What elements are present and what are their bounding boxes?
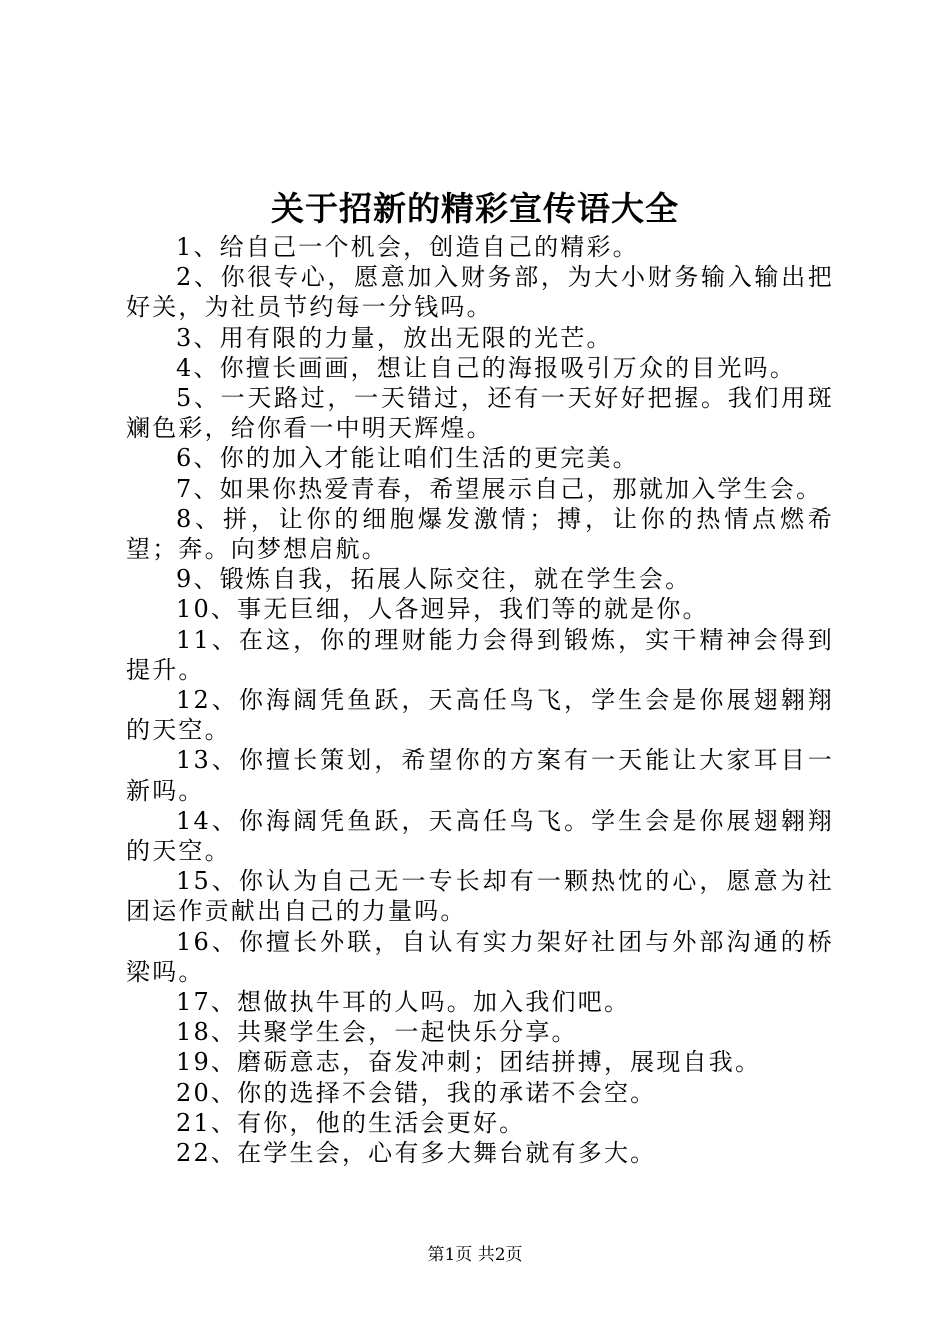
list-item: 5、一天路过，一天错过，还有一天好好把握。我们用斑斓色彩，给你看一中明天辉煌。	[126, 384, 834, 443]
list-item: 16、你擅长外联，自认有实力架好社团与外部沟通的桥梁吗。	[126, 927, 834, 986]
list-item: 21、有你，他的生活会更好。	[176, 1108, 526, 1137]
list-item: 10、事无巨细，人各迥异，我们等的就是你。	[176, 595, 709, 624]
list-item: 7、如果你热爱青春，希望展示自己，那就加入学生会。	[176, 474, 823, 503]
list-item: 11、在这，你的理财能力会得到锻炼，实干精神会得到提升。	[126, 625, 834, 684]
list-item: 22、在学生会，心有多大舞台就有多大。	[176, 1139, 657, 1168]
list-item: 19、磨砺意志，奋发冲刺；团结拼搏，展现自我。	[176, 1048, 762, 1077]
list-item: 4、你擅长画画，想让自己的海报吸引万众的目光吗。	[176, 353, 797, 382]
list-item: 20、你的选择不会错，我的承诺不会空。	[176, 1078, 657, 1107]
list-item: 14、你海阔凭鱼跃，天高任鸟飞。学生会是你展翅翱翔的天空。	[126, 806, 834, 866]
list-item: 12、你海阔凭鱼跃，天高任鸟飞，学生会是你展翅翱翔的天空。	[126, 686, 834, 745]
list-item: 9、锻炼自我，拓展人际交往，就在学生会。	[176, 565, 692, 594]
list-item: 17、想做执牛耳的人吗。加入我们吧。	[176, 988, 631, 1017]
slogan-list	[126, 232, 834, 1168]
list-item: 8、拼，让你的细胞爆发激情；搏，让你的热情点燃希望；奔。向梦想启航。	[126, 504, 834, 564]
list-item: 13、你擅长策划，希望你的方案有一天能让大家耳目一新吗。	[126, 746, 834, 805]
list-item: 6、你的加入才能让咱们生活的更完美。	[176, 444, 639, 473]
page-footer: 第1页 共2页	[427, 1245, 523, 1265]
list-item: 15、你认为自己无一专长却有一颗热忱的心，愿意为社团运作贡献出自己的力量吗。	[126, 867, 834, 926]
document-title: 关于招新的精彩宣传语大全	[271, 189, 679, 228]
list-item: 1、给自己一个机会，创造自己的精彩。	[176, 233, 639, 261]
list-item: 2、你很专心，愿意加入财务部，为大小财务输入输出把好关，为社员节约每一分钱吗。	[126, 263, 834, 322]
list-item: 18、共聚学生会，一起快乐分享。	[176, 1018, 578, 1047]
list-item: 3、用有限的力量，放出无限的光芒。	[176, 323, 613, 352]
